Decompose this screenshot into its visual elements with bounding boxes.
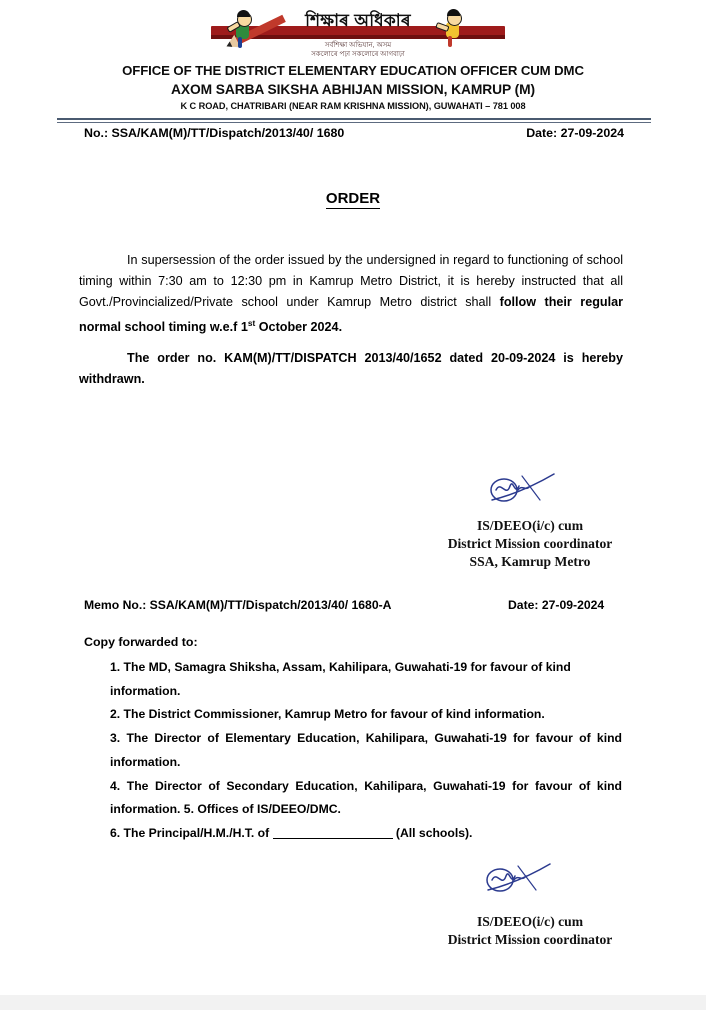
list-item: 4. The Director of Secondary Education, Kahilipara, Guwahati-19 for favour of kind information. 5. Offices of IS/DEEO/DMC.	[110, 778, 622, 817]
office-name-line-2: AXOM SARBA SIKSHA ABHIJAN MISSION, KAMRUP (M)	[171, 82, 535, 97]
order-paragraph-2-text: The order no. KAM(M)/TT/DISPATCH 2013/40/1652 dated 20-09-2024 is hereby withdrawn.	[79, 351, 623, 387]
order-paragraph-1	[79, 250, 623, 338]
order-paragraph-1-bold-2: October 2024.	[255, 320, 343, 335]
list-item: 2. The District Commissioner, Kamrup Metro for favour of kind information.	[110, 707, 545, 722]
distribution-list	[110, 656, 622, 846]
signature-block-top	[400, 517, 660, 571]
order-body	[79, 250, 623, 400]
signatory-designation-line-1: IS/DEEO(i/c) cum	[476, 914, 584, 929]
order-paragraph-1-normal: In supersession of the order issued by the undersigned in regard to functioning of school timing within 7:30 am to 12:30 pm in Kamrup Metro District, it is hereby instructed that all Govt./Provincialized/Private school under Kamrup Metro district shall	[79, 253, 623, 309]
header-divider-thick	[57, 118, 651, 120]
list-item: 3. The Director of Elementary Education, Kahilipara, Guwahati-19 for favour of kind information.	[110, 731, 622, 769]
signatory-designation-line-2: District Mission coordinator	[447, 932, 613, 947]
header-divider-thin	[57, 122, 651, 123]
reference-date: Date: 27-09-2024	[526, 126, 624, 140]
memo-number: Memo No.: SSA/KAM(M)/TT/Dispatch/2013/40/ 1680-A	[84, 598, 392, 612]
sarba-siksha-abhijan-logo	[203, 6, 513, 58]
signatory-designation-line-1: IS/DEEO(i/c) cum	[476, 518, 584, 533]
signature-mark-bottom	[478, 856, 562, 900]
signature-mark-top	[482, 466, 566, 510]
list-item: 1. The MD, Samagra Shiksha, Assam, Kahilipara, Guwahati-19 for favour of kind information.	[110, 660, 571, 698]
page-title	[0, 190, 706, 207]
order-paragraph-2	[79, 348, 623, 390]
signatory-designation-line-2: District Mission coordinator	[447, 536, 613, 551]
signature-block-bottom	[400, 913, 660, 949]
school-name-blank-field[interactable]	[273, 838, 393, 839]
reference-number: No.: SSA/KAM(M)/TT/Dispatch/2013/40/ 1680	[84, 126, 345, 140]
logo-subtitle-line-2: সকলোৰে পঢ়া সকলোৰে আগবাঢ়া	[311, 51, 405, 58]
order-paragraph-1-superscript: st	[247, 318, 256, 328]
office-name-line-1: OFFICE OF THE DISTRICT ELEMENTARY EDUCATION OFFICER CUM DMC	[122, 63, 584, 78]
signatory-designation-line-3: SSA, Kamrup Metro	[469, 554, 591, 569]
office-address: K C ROAD, CHATRIBARI (NEAR RAM KRISHNA MISSION), GUWAHATI – 781 008	[180, 101, 526, 111]
list-item	[110, 822, 622, 846]
page-bottom-strip	[0, 995, 706, 1010]
order-title-text: ORDER	[325, 190, 381, 207]
list-item-6-suffix: (All schools).	[392, 825, 473, 840]
logo-subtitle-line-1: সৰ্বশিক্ষা অভিযান, অসম	[324, 42, 392, 49]
copy-forwarded-label: Copy forwarded to:	[84, 635, 198, 649]
list-item-6-text: 6. The Principal/H.M./H.T. of	[110, 825, 273, 840]
order-paragraph-1-bold-1: follow their regular normal school timing w.e.f 1	[79, 295, 624, 335]
logo-title-assamese: শিক্ষাৰ অধিকাৰ	[305, 11, 411, 30]
memo-date: Date: 27-09-2024	[508, 598, 605, 612]
